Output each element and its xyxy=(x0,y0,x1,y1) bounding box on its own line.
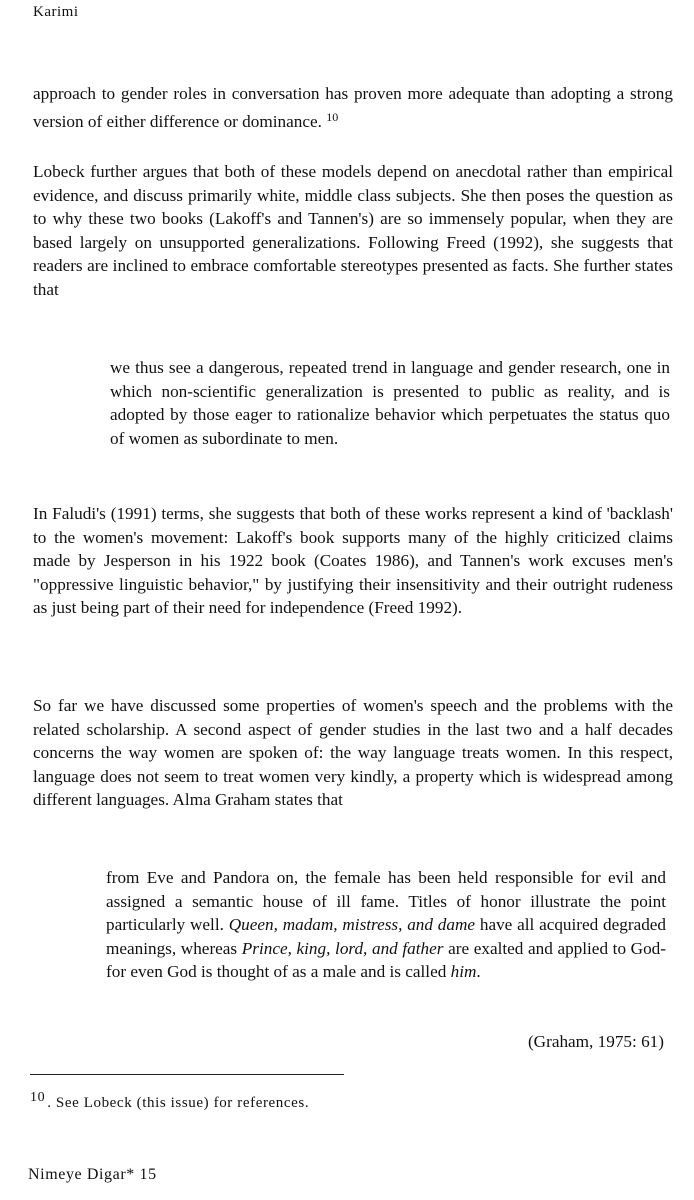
quote-2-part-3: are exalted and applied to God-for even God is thought of as a male and is called xyxy=(106,938,667,982)
page-footer: Nimeye Digar* 15 xyxy=(28,1166,157,1183)
footnote-number: 10 xyxy=(30,1090,46,1105)
footnote-divider xyxy=(30,1074,344,1075)
footnote-ref: 10 xyxy=(326,109,339,124)
paragraph-1-text: approach to gender roles in conversation has proven more adequate than adopting a strong version of either difference or dominance. xyxy=(33,84,673,131)
quote-2-part-1: from Eve and Pandora on, the female has been held responsible for evil and assigned a semantic house of ill fame. Titles of honor illustrate the point particularly well. xyxy=(106,868,666,935)
quote-2-part-2: have all acquired degraded meanings, whereas xyxy=(106,915,667,958)
block-quote-2 xyxy=(106,866,666,984)
paragraph-4: So far we have discussed some properties of women's speech and the problems with the related scholarship. A second aspect of gender studies in the last two and a half decades concerns the way women are spoken of: the way language treats women. In this respect, language does not seem to treat women very kindly, a property which is widespread among different languages. Alma Graham states that xyxy=(33,696,673,810)
citation: (Graham, 1975: 61) xyxy=(527,1032,664,1051)
paragraph-2: Lobeck further argues that both of these models depend on anecdotal rather than empirical evidence, and discuss primarily white, middle class subjects. She then poses the question as to why these two books (Lakoff's and Tannen's) are so immensely popular, when they are based largely on unsupported generalizations. Following Freed (1992), she suggests that readers are inclined to embrace comfortable stereotypes presented as facts. She further states that xyxy=(33,162,673,299)
quote-2-italic-3: him xyxy=(450,962,477,982)
paragraph-1 xyxy=(33,82,673,133)
running-head: Karimi xyxy=(33,4,79,20)
quote-2-italic-1: Queen, madam, mistress, and dame xyxy=(228,915,476,935)
quote-2-italic-2: Prince, king, lord, and father xyxy=(241,938,444,958)
block-quote-1: we thus see a dangerous, repeated trend in language and gender research, one in which non-scientific generalization is presented to public as reality, and is adopted by those eager to rationalize behavior which perpetuates the status quo of women as subordinate to men. xyxy=(110,358,670,448)
footnote-text: . See Lobeck (this issue) for references. xyxy=(47,1095,310,1111)
paragraph-3: In Faludi's (1991) terms, she suggests that both of these works represent a kind of 'backlash' to the women's movement: Lakoff's book supports many of the highly criticized claims made by Jesperson in his 1922 book (Coates 1986), and Tannen's work excuses men's "oppressive linguistic behavior," by justifying their insensitivity and their outright rudeness as just being part of their need for independence (Freed 1992). xyxy=(33,504,673,618)
quote-2-part-4: . xyxy=(476,962,481,982)
footnote xyxy=(30,1090,309,1112)
